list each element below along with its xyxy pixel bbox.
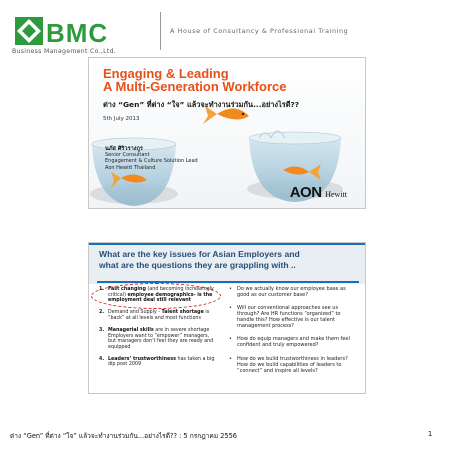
bmc-logo — [12, 14, 132, 54]
key-questions-list — [229, 287, 359, 382]
key-issues-list — [99, 287, 217, 375]
slide-1-thai-subtitle: ต่าง “Gen” ที่ต่าง “ใจ” แล้วจะทำงานร่วมกัน...อย่างไรดี?? — [103, 100, 300, 109]
slide-2-top-stripe — [89, 243, 365, 245]
slide-1-date: 5th July 2013 — [103, 116, 140, 122]
header-divider — [160, 12, 161, 50]
document-header — [0, 0, 452, 60]
bullet-icon: • — [229, 336, 232, 343]
presenter-name: นภัส ศิริวรางกูร — [105, 146, 143, 152]
page-number: 1 — [428, 430, 433, 438]
slide-1-title — [103, 67, 286, 93]
slide-1-title-line-2: A Multi-Generation Workforce — [103, 79, 287, 94]
slide-1-thumbnail — [88, 57, 366, 209]
presenter-role-2: Engagement & Culture Solution Lead — [105, 158, 198, 165]
bullet-icon: • — [229, 286, 232, 292]
slide-2-title-line-1: What are the key issues for Asian Employers and — [99, 249, 300, 259]
issue-item-4: 4. Leaders’ trustworthiness has taken a big dip post 2009 — [99, 356, 215, 368]
bmc-logo-mark-icon — [14, 16, 44, 46]
logo-company-name: Business Management Co.,Ltd. — [12, 48, 117, 55]
presenter-block — [105, 146, 198, 171]
question-item-2: • Will our conventional approaches see us through? Are HR functions “organized” to handle this? How effective is our talent management process? — [229, 305, 341, 330]
issue-item-2: 2. Demand and Supply - Talent shortage is “back” at all levels and most functions — [99, 310, 210, 321]
slide-1-title-line-1: Engaging & Leading — [103, 66, 229, 81]
presenter-role-1: Senior Consultant — [105, 152, 150, 159]
slide-2-title — [99, 249, 361, 271]
slide-2-title-rule — [97, 281, 359, 283]
issue-item-3: 3. Managerial skills are in severe shortage Employers want to “empower” managers, but managers don’t feel they are ready and equipped — [99, 327, 214, 350]
aon-wordmark: AON — [289, 184, 322, 201]
logo-wordmark: BMC — [46, 18, 109, 48]
question-item-3: • How do equip managers and make them feel confident and truly empowered? — [229, 336, 350, 349]
issue-item-1: 1. Fast changing (and becoming increasingly critical) employee demographics- is the employment deal still relevant — [99, 287, 214, 304]
presenter-organization: Aon Hewitt Thailand — [105, 164, 156, 171]
question-item-1: • Do we actually know our employee base as good as our customer base? — [229, 286, 346, 298]
hewitt-wordmark: Hewitt — [325, 190, 347, 199]
slide-2-title-line-2: what are the questions they are grappling with .. — [99, 260, 296, 270]
header-tagline: A House of Consultancy & Professional Training — [170, 27, 349, 35]
aon-hewitt-logo — [290, 184, 347, 201]
bullet-icon: • — [229, 305, 232, 312]
question-item-4: • How do we build trustworthiness in leaders? How do we build capabilities of leaders to “connect” and inspire all levels? — [229, 355, 348, 374]
slide-2-thumbnail — [88, 242, 366, 394]
page-footer-text: ต่าง “Gen” ที่ต่าง “ใจ” แล้วจะทำงานร่วมกัน...อย่างไรดี?? : 5 กรกฎาคม 2556 — [10, 432, 238, 440]
bullet-icon: • — [229, 355, 232, 362]
